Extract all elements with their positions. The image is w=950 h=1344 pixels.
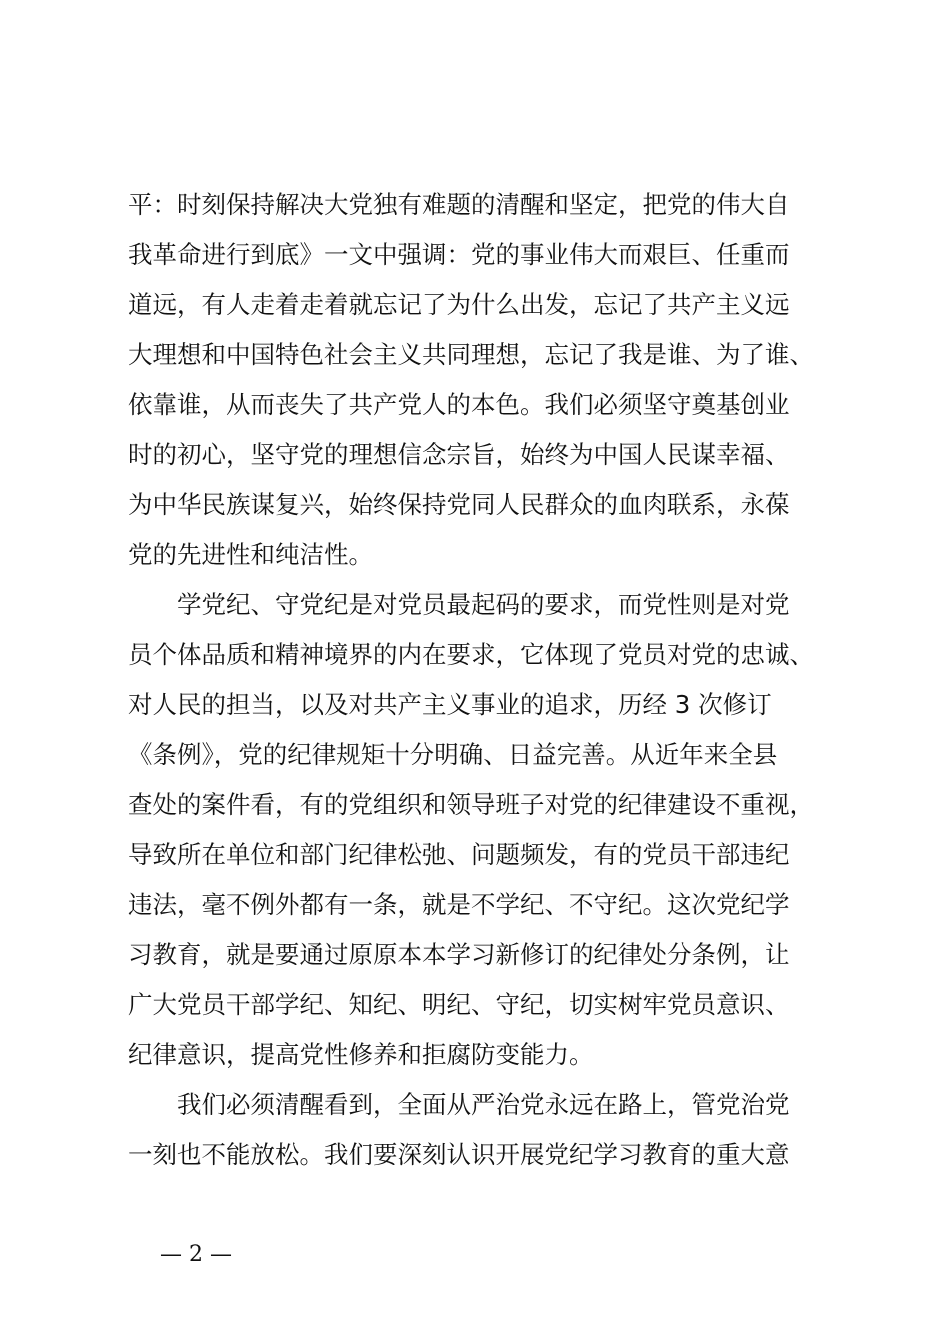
text-line: 对人民的担当，以及对共产主义事业的追求，历经 3 次修订: [128, 690, 772, 719]
text-line: 我革命进行到底》一文中强调：党的事业伟大而艰巨、任重而: [128, 240, 790, 269]
text-line: 习教育，就是要通过原原本本学习新修订的纪律处分条例，让: [128, 940, 790, 969]
text-line: 违法，毫不例外都有一条，就是不学纪、不守纪。这次党纪学: [128, 890, 790, 919]
text-line: 一刻也不能放松。我们要深刻认识开展党纪学习教育的重大意: [128, 1140, 790, 1169]
text-line: 依靠谁，从而丧失了共产党人的本色。我们必须坚守奠基创业: [128, 390, 790, 419]
text-line: 查处的案件看，有的党组织和领导班子对党的纪律建设不重视，: [128, 790, 814, 819]
text-line: 《条例》，党的纪律规矩十分明确、日益完善。从近年来全县: [128, 740, 778, 769]
text-line: 党的先进性和纯洁性。: [128, 540, 373, 569]
text-line: 广大党员干部学纪、知纪、明纪、守纪，切实树牢党员意识、: [128, 990, 790, 1019]
text-line: 大理想和中国特色社会主义共同理想，忘记了我是谁、为了谁、: [128, 340, 814, 369]
text-line: 员个体品质和精神境界的内在要求，它体现了党员对党的忠诚、: [128, 640, 814, 669]
paragraph-first-line: 我们必须清醒看到，全面从严治党永远在路上，管党治党: [177, 1090, 790, 1119]
text-line: 时的初心，坚守党的理想信念宗旨，始终为中国人民谋幸福、: [128, 440, 790, 469]
paragraph-first-line: 学党纪、守党纪是对党员最起码的要求，而党性则是对党: [177, 590, 790, 619]
text-line: 平：时刻保持解决大党独有难题的清醒和坚定，把党的伟大自: [128, 190, 790, 219]
text-line: 导致所在单位和部门纪律松弛、问题频发，有的党员干部违纪: [128, 840, 790, 869]
text-line: 纪律意识，提高党性修养和拒腐防变能力。: [128, 1040, 594, 1069]
text-line: 道远，有人走着走着就忘记了为什么出发，忘记了共产主义远: [128, 290, 790, 319]
text-line: 为中华民族谋复兴，始终保持党同人民群众的血肉联系，永葆: [128, 490, 790, 519]
page-number: — 2 —: [160, 1242, 232, 1267]
